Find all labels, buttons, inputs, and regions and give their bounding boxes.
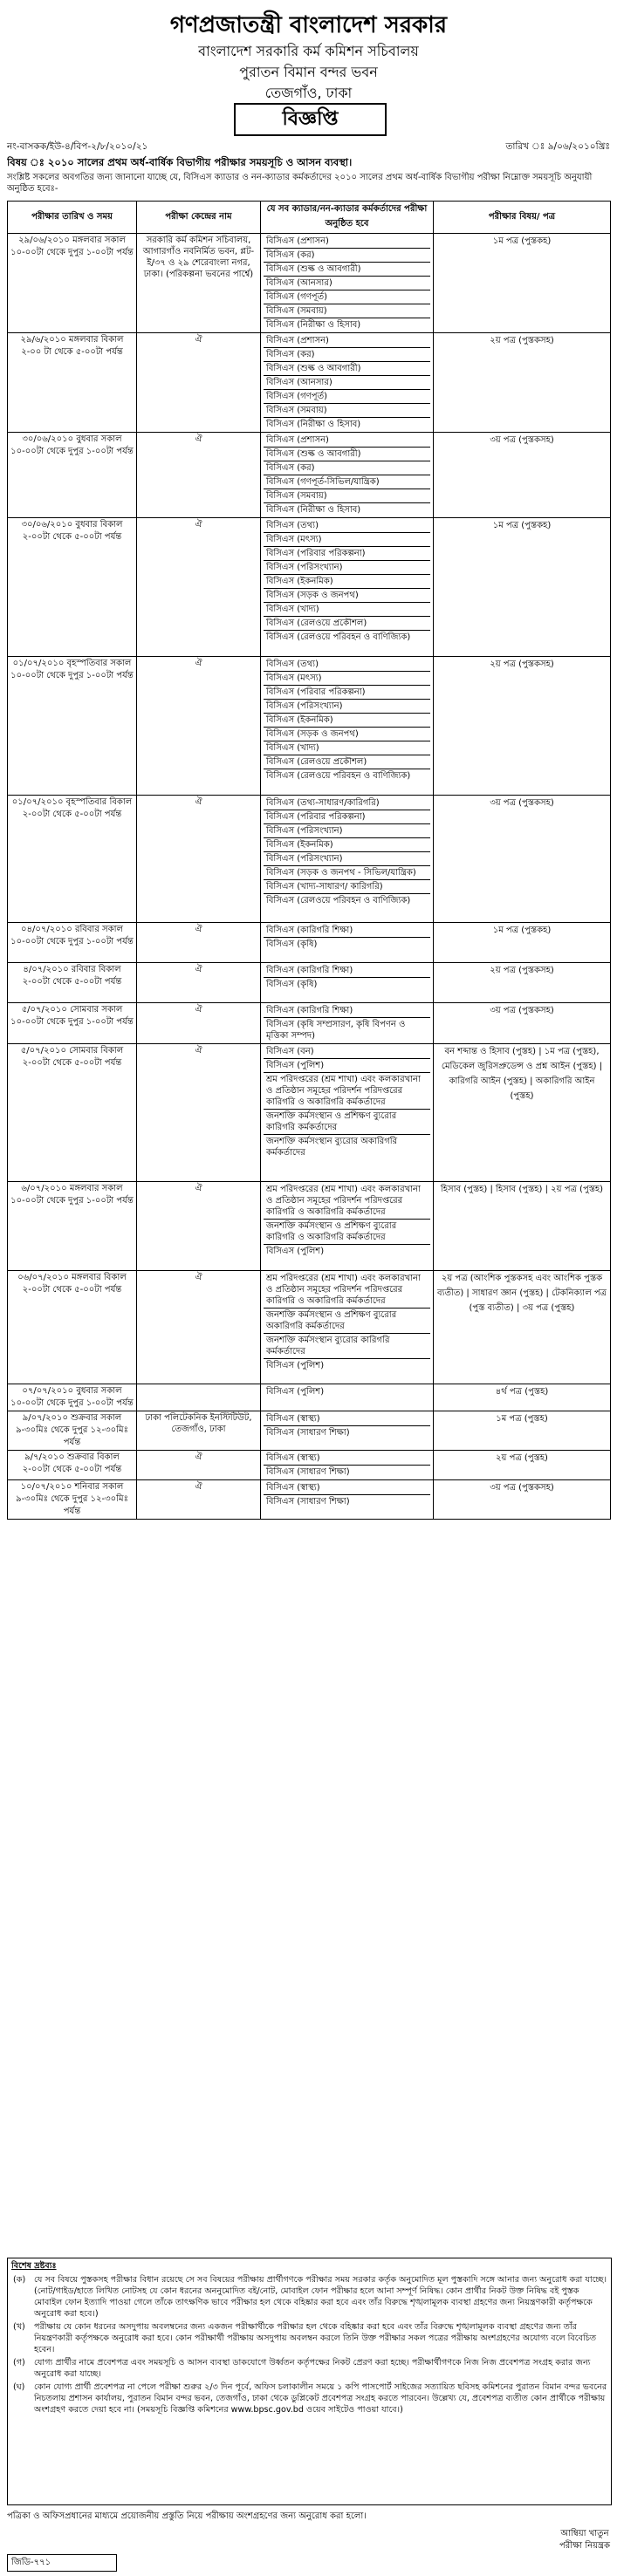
- notice-title: বিজ্ঞপ্তি: [234, 103, 387, 136]
- cadre-item: বিসিএস (বন): [264, 1045, 430, 1059]
- exam-date-time: ৩০/০৬/২০১০ বুধবার সকাল ১০-০০টা থেকে দুপুর ১-০০টা পর্যন্ত: [8, 433, 137, 518]
- table-row: [8, 963, 611, 1003]
- table-row: [8, 657, 611, 796]
- cadre-item: বিসিএস (তথ্য): [264, 658, 430, 672]
- table-row: [8, 1384, 611, 1411]
- exam-center: ঐ: [137, 1182, 261, 1271]
- cadre-item: বিসিএস (আনসার): [264, 277, 430, 290]
- table-row: [8, 433, 611, 518]
- cadre-item: বিসিএস (পরিবার পরিকল্পনা): [264, 547, 430, 561]
- memo-date: তারিখ ঃ ৯/০৬/২০১০খ্রিঃ: [505, 141, 610, 152]
- cadre-item: বিসিএস (পরিসংখ্যান): [264, 852, 430, 866]
- exam-center: ঢাকা পলিটেকনিক ইনস্টিটিউট, তেজগাঁও, ঢাকা: [137, 1411, 261, 1451]
- cadre-item: বিসিএস (পরিসংখ্যান): [264, 561, 430, 575]
- cadre-list: [261, 433, 434, 518]
- exam-subject: ১ম পত্র (পুস্তকহ): [434, 234, 611, 333]
- cadre-item: বিসিএস (গণপূর্ত): [264, 290, 430, 304]
- exam-date-time: ৯/০৭/২০১০ শুক্রবার সকাল ৯-৩০মিঃ থেকে দুপুর ১২-৩০মিঃ পর্যন্ত: [8, 1411, 137, 1451]
- cadre-item: বিসিএস (প্রশাসন): [264, 434, 430, 448]
- cadre-list: [261, 923, 434, 963]
- cadre-item: বিসিএস (সড়ক ও জনপথ - সিভিল/যান্ত্রিক): [264, 866, 430, 880]
- cadre-item: জনশক্তি কর্মসংস্থান ও প্রশিক্ষণ ব্যুরোর কারিগরি কর্মকর্তাদের: [264, 1110, 430, 1135]
- note-text: যোগ্য প্রার্থীর নামে প্রবেশপত্র এবং সময়সূচি ও আসন ব্যবস্থা ডাকযোগে উর্ধ্বতন কর্তৃপক্ষের নিকট প্রেরণ করা হচ্ছে। পরীক্ষার্থীগণকে নিজ নিজ প্রবেশপত্র সংগ্রহ করার জন্য অনুরোধ করা যাচ্ছে।: [34, 2358, 591, 2379]
- cadre-item: বিসিএস (কর): [264, 348, 430, 362]
- cadre-item: বিসিএস (সাধারণ শিক্ষা): [266, 1428, 350, 1438]
- exam-center: ঐ: [137, 1451, 261, 1480]
- cadre-item: বিসিএস (সাধারণ শিক্ষা): [266, 1497, 350, 1507]
- cadre-item: বিসিএস (খাদ্য): [264, 603, 430, 617]
- exam-center: ঐ: [137, 963, 261, 1003]
- note-text: যে সব বিষয়ে পুস্তকসহ পরীক্ষার বিধান রয়েছে সে সব বিষয়ের পরীক্ষায় প্রার্থীগণকে পরীক্ষার সময় সরকার কর্তৃক অনুমোদিত মূল পুস্তকাদি সঙ্গে আনার জন্য অনুরোধ করা যাচ্ছে। (নোট/গাইড/হাতে লিখিত নোটসহ যে কোন ধরনের অননুমোদিত বই/নোট, মোবাইল ফোন পরীক্ষার হলে আনা সম্পূর্ণ নিষিদ্ধ। কোন প্রার্থীর নিকট উক্ত নিষিদ্ধ বই পুস্তক মোবাইল ফোন ইত্যাদি পাওয়া গেলে তাঁকে তাৎক্ষণিক ভাবে পরীক্ষার হল থেকে বহিষ্কার করা হবে এবং তাঁর বিরুদ্ধে শৃঙ্খলামূলক ব্যবস্থা গ্রহণের জন্য নিয়ন্ত্রণকারী কর্তৃপক্ষকে অনুরোধ করা হবে।): [34, 2275, 607, 2319]
- cadre-list: [261, 333, 434, 433]
- cadre-item: বিসিএস (পুলিশ): [266, 1247, 325, 1256]
- government-title: গণপ্রজাতন্ত্রী বাংলাদেশ সরকার: [169, 12, 448, 38]
- note-item: [8, 2356, 611, 2381]
- cadre-list: [261, 1182, 434, 1271]
- exam-date-time: ১০/০৭/২০১০ শনিবার সকাল ৯-৩০মিঃ থেকে দুপুর ১২-৩০মিঃ পর্যন্ত: [8, 1480, 137, 1520]
- memo-number: নং-বাসকক/ইউ-৪/বিপ-২/৮/২০১০/২১: [7, 141, 148, 152]
- exam-date-time: ২৯/০৬/২০১০ মঙ্গলবার সকাল ১০-০০টা থেকে দুপুর ১-০০টা পর্যন্ত: [8, 234, 137, 333]
- table-row: [8, 1271, 611, 1384]
- exam-date-time: ৬/০৭/২০১০ মঙ্গলবার সকাল ১০-০০টা থেকে দুপুর ১-০০টা পর্যন্ত: [8, 1182, 137, 1271]
- cadre-item: বিসিএস (ইকনমিক): [264, 575, 430, 589]
- exam-center: ঐ: [137, 1480, 261, 1520]
- cadre-list: [261, 657, 434, 796]
- exam-subject: হিসাব (পুস্তহ) | হিসাব (পুস্তহ) | ২য় পত্র (পুস্তহ): [434, 1182, 611, 1271]
- cadre-item: বিসিএস (মৎস্য): [264, 533, 430, 547]
- exam-subject: ৪র্থ পত্র (পুস্তহ): [434, 1384, 611, 1411]
- exam-date-time: ০৬/০৭/২০১০ মঙ্গলবার বিকাল ২-০০টা থেকে ৫-০০টা পর্যন্ত: [8, 1271, 137, 1384]
- table-row: [8, 796, 611, 923]
- note-text: পরীক্ষায় যে কোন ধরনের অসদুপায় অবলম্বনের জন্য একজন পরীক্ষার্থীকে পরীক্ষার হল থেকে বহিষ্কার করা হবে এবং তাঁর বিরুদ্ধে শৃঙ্খলামূলক ব্যবস্থা গ্রহণের জন্য তাঁর নিয়ন্ত্রণকারী কর্তৃপক্ষকে অনুরোধ করা হবে। কোন পরীক্ষার্থী পরীক্ষায় অসদুপায় অবলম্বন করলে তিনি উক্ত পরীক্ষার সকল পত্রের পরীক্ষায় অংশগ্রহণের অযোগ্য বলে বিবেচিত হবেন।: [34, 2322, 597, 2354]
- cadre-item: বিসিএস (স্বাস্থ্য): [264, 1452, 430, 1466]
- note-marker: (খ): [13, 2322, 25, 2332]
- exam-subject: ২য় পত্র (পুস্তকসহ): [434, 333, 611, 433]
- exam-center: ঐ: [137, 1044, 261, 1182]
- exam-center: ঐ: [137, 518, 261, 657]
- exam-date-time: ০১/০৭/২০১০ বৃহস্পতিবার সকাল ১০-০০টা থেকে দুপুর ১-০০টা পর্যন্ত: [8, 657, 137, 796]
- cadre-item: শ্রম পরিদপ্তরের (শ্রম শাখা) এবং কলকারখানা ও প্রতিষ্ঠান সমূহের পরিদর্শন পরিদপ্তরের কারিগরি ও অকারিগরি কর্মকর্তাদের: [264, 1183, 430, 1220]
- cadre-item: বিসিএস (গণপূর্ত): [264, 390, 430, 404]
- exam-date-time: ০১/০৭/২০১০ বৃহস্পতিবার বিকাল ২-০০টা থেকে ৫-০০টা পর্যন্ত: [8, 796, 137, 923]
- cadre-item: বিসিএস (রেলওয়ে প্রকৌশল): [264, 755, 430, 769]
- cadre-item: জনশক্তি কর্মসংস্থান ও প্রশিক্ষণ ব্যুরোর কারিগরি ও অকারিগরি কর্মকর্তাদের: [264, 1220, 430, 1245]
- cadre-list: [261, 1451, 434, 1480]
- exam-center: ঐ: [137, 1271, 261, 1384]
- cadre-item: বিসিএস (নিরীক্ষা ও হিসাব): [266, 320, 361, 330]
- special-notes: [7, 2258, 612, 2505]
- exam-date-time: ৪/০৭/২০১০ রবিবার বিকাল ২-০০টা থেকে ৫-০০টা পর্যন্ত: [8, 963, 137, 1003]
- cadre-item: বিসিএস (রেলওয়ে পরিবহন ও বাণিজ্যিক): [266, 632, 411, 642]
- cadre-item: বিসিএস (পুলিশ): [266, 1361, 325, 1370]
- cadre-item: বিসিএস (সড়ক ও জনপথ): [264, 589, 430, 603]
- exam-date-time: ২৯/৬/২০১০ মঙ্গলবার বিকাল ২-০০ টা থেকে ৫-০০টা পর্যন্ত: [8, 333, 137, 433]
- exam-center: ঐ: [137, 796, 261, 923]
- cadre-item: বিসিএস (স্বাস্থ্য): [264, 1412, 430, 1426]
- cadre-item: বিসিএস (রেলওয়ে প্রকৌশল): [264, 617, 430, 631]
- cadre-item: বিসিএস (শুল্ক ও আবগারী): [264, 263, 430, 277]
- exam-subject: ২য় পত্র (পুস্তকসহ): [434, 963, 611, 1003]
- cadre-item: বিসিএস (কারিগরি শিক্ষা): [264, 924, 430, 938]
- cadre-item: বিসিএস (খাদ্য-সাধারণ/ কারিগরি): [264, 880, 430, 894]
- cadre-item: বিসিএস (খাদ্য): [264, 741, 430, 755]
- note-text: কোন যোগ্য প্রার্থী প্রবেশপত্র না পেলে পরীক্ষা শুরুর ২/৩ দিন পূর্বে, অফিস চলাকালীন সময়ে ১ কপি পাসপোর্ট সাইজের সত্যায়িত ছবিসহ কমিশনের পুরাতন বিমান বন্দর ভবনের নিচতলায় প্রশাসন কার্যালয়, পুরাতন বিমান বন্দর ভবন, তেজগাঁও, ঢাকা থেকে ডুপ্লিকেট প্রবেশপত্র সংগ্রহ করতে পারবেন। উল্লেখ্য যে, প্রবেশপত্র ব্যতীত কোন প্রার্থীকে পরীক্ষায় অংশগ্রহণ করতে দেয়া হবে না। (সময়সূচি বিজ্ঞপ্তি কমিশনের www.bpsc.gov.bd ওয়েব সাইটেও পাওয়া যাবে।): [34, 2382, 607, 2415]
- header-cadres: যে সব ক্যাডার/নন-ক্যাডার কর্মকর্তাদের পরীক্ষা অনুষ্ঠিত হবে: [261, 202, 434, 234]
- cadre-item: বিসিএস (কৃষি): [266, 980, 318, 989]
- cadre-item: বিসিএস (পরিবার পরিকল্পনা): [264, 686, 430, 700]
- cadre-item: বিসিএস (নিরীক্ষা ও হিসাব): [266, 420, 361, 429]
- cadre-item: বিসিএস (কৃষি): [266, 940, 318, 949]
- cadre-item: বিসিএস (পুলিশ): [266, 1387, 325, 1397]
- note-marker: (ঘ): [13, 2382, 25, 2392]
- exam-center: [137, 1384, 261, 1411]
- cadre-item: বিসিএস (নিরীক্ষা ও হিসাব): [266, 505, 361, 515]
- footer-line: পত্রিকা ও অফিসপ্রধানের মাধ্যমে প্রয়োজনীয় প্রস্তুতি নিয়ে পরীক্ষায় অংশগ্রহণের জন্য অনুরোধ করা হলো।: [7, 2511, 367, 2521]
- note-item: [8, 2273, 611, 2320]
- exam-subject: ২য় পত্র (পুস্তকসহ): [434, 657, 611, 796]
- cadre-item: বিসিএস (প্রশাসন): [264, 235, 430, 249]
- cadre-item: বিসিএস (কৃষি সম্প্রসারণ, কৃষি বিপণন ও মৃত্তিকা সম্পদ): [266, 1020, 406, 1041]
- cadre-item: বিসিএস (রেলওয়ে পরিবহন ও বাণিজ্যিক): [266, 771, 411, 781]
- note-marker: (গ): [13, 2358, 25, 2368]
- office-name: বাংলাদেশ সরকারি কর্ম কমিশন সচিবালয়: [198, 43, 419, 59]
- exam-subject: ২য় পত্র (আংশিক পুস্তকসহ এবং আংশিক পুস্তক ব্যতীত) | সাধারণ জ্ঞান (পুস্তহ) | টেকনিক্যাল পত্র (পুস্ত ব্যতীত) | ৩য় পত্র (পুস্তহ): [434, 1271, 611, 1384]
- exam-subject: ৩য় পত্র (পুস্তকসহ): [434, 1480, 611, 1520]
- cadre-item: শ্রম পরিদপ্তরের (শ্রম শাখা) এবং কলকারখানা ও প্রতিষ্ঠান সমূহের পরিদর্শন পরিদপ্তরের কারিগরি ও অকারিগরি কর্মকর্তাদের: [264, 1272, 430, 1308]
- cadre-item: বিসিএস (কারিগরি শিক্ষা): [264, 964, 430, 978]
- exam-subject: ১ম পত্র (পুস্তকহ): [434, 518, 611, 657]
- exam-subject: ৩য় পত্র (পুস্তকসহ): [434, 1003, 611, 1044]
- exam-subject: ৩য় পত্র (পুস্তকসহ): [434, 796, 611, 923]
- cadre-item: বিসিএস (কারিগরি শিক্ষা): [264, 1004, 430, 1018]
- exam-center: ঐ: [137, 433, 261, 518]
- cadre-list: [261, 1384, 434, 1411]
- reference-line: [7, 140, 610, 154]
- table-row: [8, 1003, 611, 1044]
- cadre-item: বিসিএস (পরিসংখ্যান): [264, 824, 430, 838]
- cadre-item: বিসিএস (প্রশাসন): [264, 334, 430, 348]
- cadre-item: বিসিএস (তথ্য-সাধারণ/কারিগরি): [264, 796, 430, 810]
- ad-code: জিডি-৭৭১: [7, 2554, 117, 2572]
- exam-center: ঐ: [137, 923, 261, 963]
- exam-date-time: ৫/০৭/২০১০ সোমবার বিকাল ২-০০টা থেকে ৫-০০টা পর্যন্ত: [8, 1044, 137, 1182]
- building-name: পুরাতন বিমান বন্দর ভবন: [239, 64, 378, 80]
- cadre-list: [261, 1003, 434, 1044]
- cadre-item: বিসিএস (সমবায়): [264, 404, 430, 418]
- notes-title: বিশেষ দ্রষ্টব্যঃ: [11, 2261, 57, 2271]
- table-row: [8, 923, 611, 963]
- note-marker: (ক): [13, 2275, 26, 2285]
- cadre-list: [261, 1480, 434, 1520]
- cadre-item: জনশক্তি কর্মসংস্থান ব্যুরোর অকারিগরি কর্মকর্তাদের: [266, 1137, 398, 1158]
- cadre-item: বিসিএস (আনসার): [264, 376, 430, 390]
- cadre-item: বিসিএস (শুল্ক ও আবগারী): [264, 362, 430, 376]
- table-row: [8, 1411, 611, 1451]
- header-subject: পরীক্ষার বিষয়/ পত্র: [434, 202, 611, 234]
- exam-center: ঐ: [137, 657, 261, 796]
- cadre-item: বিসিএস (পরিসংখ্যান): [264, 700, 430, 714]
- cadre-item: বিসিএস (ইকনমিক): [264, 838, 430, 852]
- exam-date-time: ৯/৭/২০১০ শুক্রবার বিকাল ২-০০টা থেকে ৫-০০টা পর্যন্ত: [8, 1451, 137, 1480]
- cadre-item: বিসিএস (তথ্য): [264, 519, 430, 533]
- exam-date-time: ০৪/০৭/২০১০ রবিবার সকাল ১০-০০টা থেকে দুপুর ১-০০টা পর্যন্ত: [8, 923, 137, 963]
- cadre-list: [261, 518, 434, 657]
- subject-line: বিষয় ঃ ২০১০ সালের প্রথম অর্ধ-বার্ষিক বিভাগীয় পরীক্ষার সময়সূচি ও আসন ব্যবস্থা।: [7, 156, 353, 168]
- table-header-row: [8, 202, 611, 234]
- exam-subject: ১ম পত্র (পুস্তহ): [434, 1411, 611, 1451]
- cadre-item: বিসিএস (কর): [264, 461, 430, 475]
- cadre-item: বিসিএস (সাধারণ শিক্ষা): [266, 1467, 350, 1477]
- exam-schedule-table: [7, 201, 611, 1520]
- cadre-item: বিসিএস (সমবায়): [264, 304, 430, 318]
- table-row: [8, 1044, 611, 1182]
- header-center: পরীক্ষা কেন্দ্রের নাম: [137, 202, 261, 234]
- cadre-item: বিসিএস (স্বাস্থ্য): [264, 1481, 430, 1495]
- header-date: পরীক্ষার তারিখ ও সময়: [8, 202, 137, 234]
- table-row: [8, 234, 611, 333]
- table-row: [8, 1182, 611, 1271]
- cadre-item: বিসিএস (পুলিশ): [264, 1059, 430, 1073]
- exam-subject: ২য় পত্র (পুস্তহ): [434, 1451, 611, 1480]
- exam-center: ঐ: [137, 333, 261, 433]
- note-item: [8, 2381, 611, 2416]
- signatory-name: আম্বিয়া খাতুন: [560, 2529, 609, 2538]
- exam-center: সরকারি কর্ম কমিশন সচিবালয়, আগারগাঁও নবনির্মিত ভবন, প্লট-ই/৩৭ ও ২৯ শেরেবাংলা নগর, ঢাকা। (পরিকল্পনা ভবনের পার্শ্বে): [137, 234, 261, 333]
- cadre-item: বিসিএস (গণপূর্ত-সিভিল/যান্ত্রিক): [264, 475, 430, 489]
- exam-subject: বন শব্দান্ত ও হিসাব (পুস্তহ) | ১ম পত্র (পুস্তহ), মেডিকেল জুরিসপ্রুডেন্স ও প্রশ্ন আইন (পুস্তহ) | কারিগরি আইন (পুস্তহ) | অকারিগরি আইন (পুস্তহ): [434, 1044, 611, 1182]
- table-row: [8, 333, 611, 433]
- exam-date-time: ৫/০৭/২০১০ সোমবার সকাল ১০-০০টা থেকে দুপুর ১-০০টা পর্যন্ত: [8, 1003, 137, 1044]
- note-item: [8, 2320, 611, 2356]
- cadre-item: বিসিএস (পরিবার পরিকল্পনা): [264, 810, 430, 824]
- cadre-list: [261, 1044, 434, 1182]
- cadre-list: [261, 1411, 434, 1451]
- cadre-item: বিসিএস (রেলওয়ে পরিবহন ও বাণিজ্যিক): [266, 896, 411, 905]
- exam-subject: ৩য় পত্র (পুস্তকসহ): [434, 433, 611, 518]
- signatory-title: পরীক্ষা নিয়ন্ত্রক: [559, 2541, 610, 2551]
- table-row: [8, 1451, 611, 1480]
- exam-date-time: ০৭/০৭/২০১০ বুধবার সকাল ১০-০০টা থেকে দুপুর ১-০০টা পর্যন্ত: [8, 1384, 137, 1411]
- cadre-item: বিসিএস (কর): [264, 249, 430, 263]
- cadre-item: বিসিএস (সমবায়): [264, 489, 430, 503]
- cadre-item: শ্রম পরিদপ্তরের (শ্রম শাখা) এবং কলকারখানা ও প্রতিষ্ঠান সমূহের পরিদর্শন পরিদপ্তরের কারিগরি ও অকারিগরি কর্মকর্তাদের: [264, 1073, 430, 1110]
- cadre-list: [261, 1271, 434, 1384]
- cadre-item: বিসিএস (মৎস্য): [264, 672, 430, 686]
- intro-paragraph: সংশ্লিষ্ট সকলের অবগতির জন্য জানানো যাচ্ছে যে, বিসিএস ক্যাডার ও নন-ক্যাডার কর্মকর্তাদের ২০১০ সালের প্রথম অর্ধ-বার্ষিক বিভাগীয় পরীক্ষা নিম্নোক্ত সময়সূচি অনুযায়ী অনুষ্ঠিত হবেঃ-: [7, 173, 593, 194]
- exam-subject: ১ম পত্র (পুস্তকহ): [434, 923, 611, 963]
- location: তেজগাঁও, ঢাকা: [264, 85, 353, 101]
- cadre-item: জনশক্তি কর্মসংস্থান ব্যুরোর কারিগরি কর্মকর্তাদের: [264, 1334, 430, 1359]
- exam-date-time: ৩০/০৬/২০১০ বুধবার বিকাল ২-০০টা থেকে ৫-০০টা পর্যন্ত: [8, 518, 137, 657]
- cadre-item: জনশক্তি কর্মসংস্থান ও প্রশিক্ষণ ব্যুরোর অকারিগরি কর্মকর্তাদের: [264, 1308, 430, 1334]
- cadre-list: [261, 963, 434, 1003]
- table-row: [8, 518, 611, 657]
- cadre-list: [261, 796, 434, 923]
- cadre-item: বিসিএস (ইকনমিক): [264, 714, 430, 728]
- exam-center: ঐ: [137, 1003, 261, 1044]
- cadre-item: বিসিএস (শুল্ক ও আবগারী): [264, 448, 430, 461]
- cadre-list: [261, 234, 434, 333]
- table-row: [8, 1480, 611, 1520]
- cadre-item: বিসিএস (সড়ক ও জনপথ): [264, 728, 430, 741]
- signature-block: [559, 2528, 610, 2552]
